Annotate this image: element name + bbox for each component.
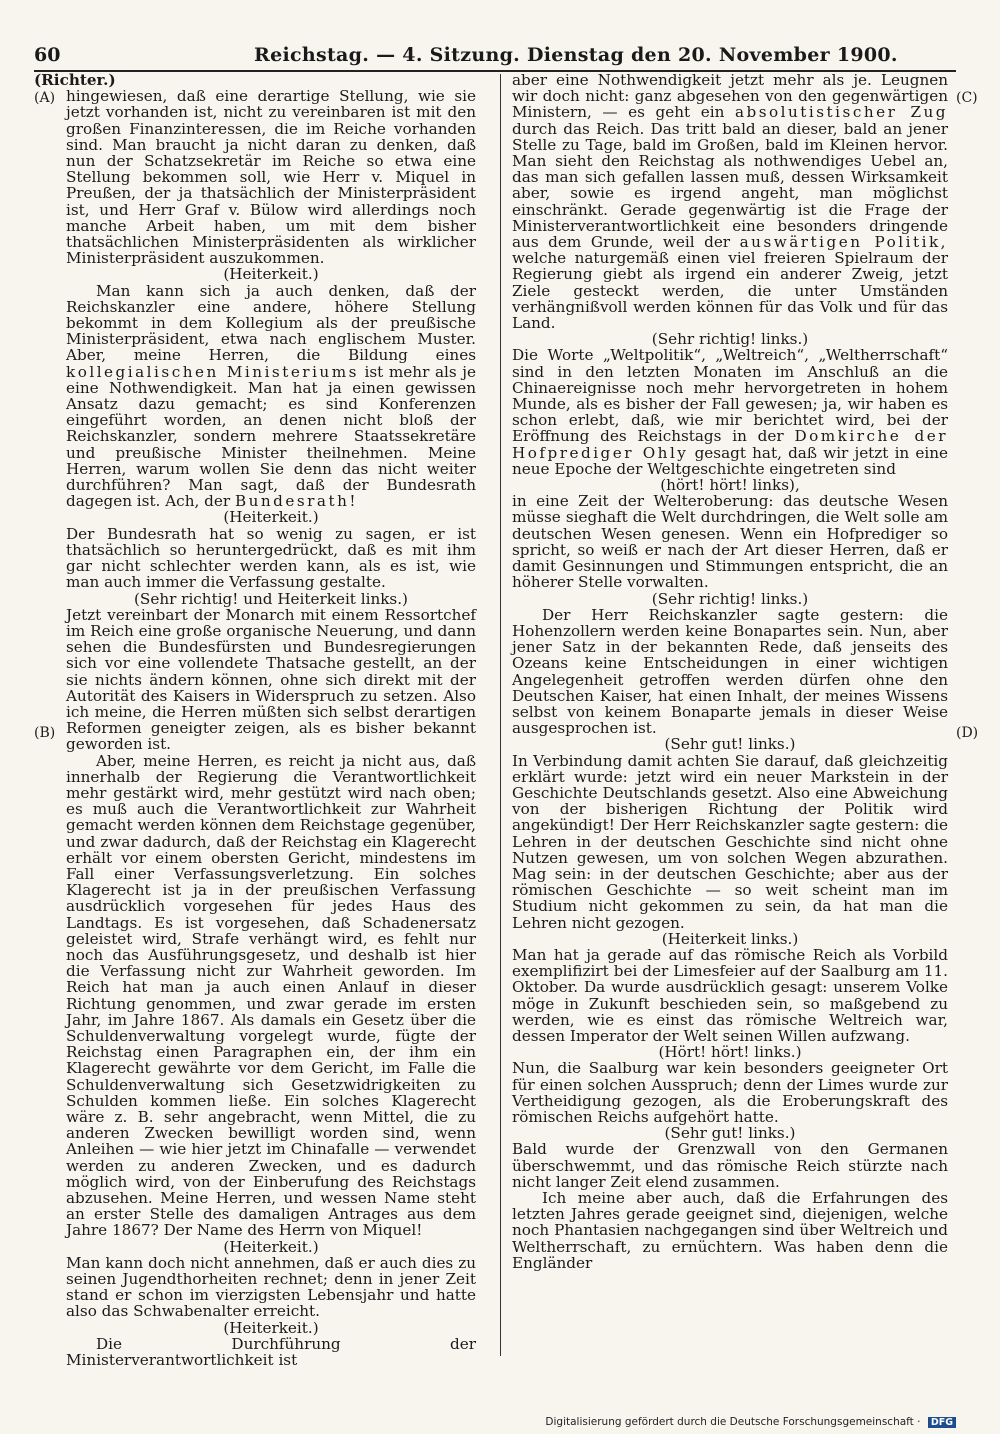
text-run: welche naturgemäß einen viel freieren Spielraum der Regierung giebt als irgend ein anderer Zweig, jetzt Ziele gesteckt werden, die unter Umständen verhängnißvoll werden können für das Volk und für das Land. [512,249,948,333]
interjection: (Heiterkeit.) [223,1237,319,1256]
text-run: gesagt hat, daß wir jetzt in eine neue Epoche der Weltgeschichte eingetreten sind [512,443,949,478]
credit-text: Digitalisierung gefördert durch die Deutsche Forschungsgemeinschaft · [545,1416,921,1428]
emphasis-text: auswärtigen Politik, [739,233,948,252]
interjection: (Sehr richtig! links.) [651,330,809,349]
interjection: (Heiterkeit links.) [661,929,799,948]
interjection: (Sehr richtig! links.) [651,589,809,608]
margin-mark-c: (C) [956,90,978,106]
right-column [512,72,948,1271]
paragraph [512,72,948,331]
column-divider [500,74,501,1356]
paragraph [512,347,948,477]
left-column [34,71,476,1370]
interjection: (Sehr gut! links.) [664,1124,796,1143]
margin-mark-a: (A) [34,90,56,106]
paragraph: Nun, die Saalburg war kein besonders geeigneter Ort für einen solchen Ausspruch; denn der Limes wurde zur Vertheidigung gezogen, als die Eroberungskraft des römischen Reichs aufgehört hatte. [512,1059,948,1126]
interjection: (Sehr gut! links.) [664,735,796,754]
emphasis-text: Bundesrath! [234,492,358,511]
paragraph: Aber, meine Herren, es reicht ja nicht aus, daß innerhalb der Regierung die Verantwortlichkeit mehr gestärkt wird, mehr gestützt wird nach oben; es muß auch die Verantwortlichkeit zur Wahrheit gemacht werden können dem Reichstage gegenüber, und zwar dadurch, daß der Reichstag ein Klagerecht erhält vor einem obersten Gericht, mindestens im Fall einer Verfassungsverletzung. Ein solches Klagerecht ist ja in der preußischen Verfassung ausdrücklich vorgesehen für jedes Haus des Landtags. Es ist vorgesehen, daß Schadenersatz geleistet wird, Strafe verhängt wird, es fehlt nur noch das Ausführungsgesetz, und deshalb ist hier die Verfassung nicht zur Wahrheit geworden. Im Reich hat man ja auch einen Anlauf in dieser Richtung genommen, und zwar gerade im ersten Jahr, im Jahre 1867. Als damals ein Gesetz über die Schuldenverwaltung vorgelegt wurde, fügte der Reichstag einen Paragraphen ein, der ihm ein Klagerecht gewährte vor dem Gericht, im Falle die Schuldenverwaltung sich Gesetzwidrigkeiten zu Schulden kommen ließe. Ein solches Klagerecht wäre z. B. sehr angebracht, wenn Mittel, die zu anderen Zwecken bewilligt worden sind, wenn Anleihen — wie hier jetzt im Chinafalle — verwendet werden zu anderen Zwecken, und es dadurch möglich wird, von der Einberufung des Reichstags abzusehen. Meine Herren, und wessen Name steht an erster Stelle des damaligen Antrages aus dem Jahre 1867? Der Name des Herrn von Miquel! [66,751,476,1240]
paragraph: Die Durchführung der Ministerverantwortlichkeit ist [66,1334,476,1370]
interjection: (Sehr richtig! und Heiterkeit links.) [134,589,408,608]
paragraph: Ich meine aber auch, daß die Erfahrungen des letzten Jahres gerade geeignet sind, diejenigen, welche noch Phantasien nachgegangen sind über Weltreich und Weltherrschaft, zu ernüchtern. Was haben denn die Engländer [512,1189,948,1272]
interjection: (Heiterkeit.) [223,508,319,527]
interjection: (hört! hört! links), [660,476,800,495]
paragraph: Man hat ja gerade auf das römische Reich als Vorbild exemplifizirt bei der Limesfeier auf der Saalburg am 11. Oktober. Da wurde ausdrücklich gesagt: unserem Volke möge in Zukunft beschieden sein, so maßgebend zu werden, wie es einst das römische Weltreich war, dessen Imperator der Welt seinen Willen aufzwang. [512,945,948,1045]
footer-credit [545,1416,956,1428]
speaker-label: (Richter.) [34,71,116,89]
interjection: (Hört! hört! links.) [658,1043,802,1062]
paragraph: Bald wurde der Grenzwall von den Germanen überschwemmt, und das römische Reich stürzte nach nicht langer Zeit elend zusammen. [512,1140,948,1191]
page-header [34,40,956,70]
paragraph: Jetzt vereinbart der Monarch mit einem Ressortchef im Reich eine große organische Neuerung, und dann sehen die Bundesfürsten und Bundesregierungen sich vor eine vollendete Thatsache gestellt, an der sie nichts ändern können, ohne sich direkt mit der Autorität des Kaisers in Widerspruch zu setzen. Also ich meine, die Herren müßten sich selbst derartigen Reformen geneigter zeigen, als es bisher bekannt geworden ist. [66,605,476,754]
paragraph: Der Bundesrath hat so wenig zu sagen, er ist thatsächlich so heruntergedrückt, daß es mit ihm gar nicht schlechter werden kann, als es ist, wie man auch immer die Verfassung gestalte. [66,524,476,592]
paragraph: Der Herr Reichskanzler sagte gestern: die Hohenzollern werden keine Bonapartes sein. Nun, aber jener Satz in der bekannten Rede, daß jenseits des Ozeans keine Entscheidungen in einer wichtigen Angelegenheit getroffen werden dürfen ohne den Deutschen Kaiser, hat einen Inhalt, der meines Wissens selbst von keinem Bonaparte jemals in dieser Weise ausgesprochen ist. [512,605,948,738]
text-run: aber eine Nothwendigkeit jetzt mehr als je. Leugnen wir doch nicht: ganz abgesehen von den gegenwärtigen Ministern, — es geht ein [512,71,948,122]
page-number: 60 [34,44,61,66]
emphasis-text: Domkirche der Hofprediger Ohly [512,427,949,462]
text-run: Die Worte „Weltpolitik“, „Weltreich“, „Weltherrschaft“ sind in den letzten Monaten im Anschluß an die Chinaereignisse noch mehr hervorgetreten in hohem Munde, als es bisher der Fall gewesen; ja, wir haben es schon erlebt, daß, wie mir berichtet wird, bei der Eröffnung des Reichstags in der [512,346,948,446]
text-run: durch das Reich. Das tritt bald an dieser, bald an jener Stelle zu Tage, bald im Großen, bald im Kleinen hervor. Man sieht den Reichstag als nothwendiges Uebel an, das man sich gefallen lassen muß, dessen Wirksamkeit aber, sowie es irgend angeht, man möglichst einschränkt. Gerade gegenwärtig ist die Frage der Ministerverantwortlichkeit eine besonders dringende aus dem Grunde, weil der [512,119,948,252]
margin-mark-d: (D) [956,725,979,741]
paragraph: hingewiesen, daß eine derartige Stellung, wie sie jetzt vorhanden ist, nicht zu vereinbaren ist mit den großen Finanzinteressen, die im Reiche vorhanden sind. Man braucht ja nicht daran zu denken, daß nun der Schatzsekretär im Reiche so etwa eine Stellung bekommen soll, wie Herr v. Miquel in Preußen, der ja thatsächlich der Ministerpräsident ist, und Herr Graf v. Bülow wird allerdings noch manche Arbeit haben, um mit dem bisher thatsächlichen Ministerpräsidenten als wirklicher Ministerpräsident auszukommen. [66,87,476,268]
dfg-logo: DFG [928,1417,956,1428]
paragraph: Man kann doch nicht annehmen, daß er auch dies zu seinen Jugendthorheiten rechnet; denn in jener Zeit stand er schon im vierzigsten Lebensjahr und hatte also das Schwabenalter erreicht. [66,1253,476,1321]
margin-mark-b: (B) [34,725,56,741]
paragraph: in eine Zeit der Welteroberung: das deutsche Wesen müsse sieghaft die Welt durchdringen, die Welt solle am deutschen Wesen genesen. Wenn ein Hofprediger so spricht, so weiß er nach der Art dieser Herren, daß er damit Gesinnungen und Stimmungen entspricht, die an höherer Stelle vorwalten. [512,492,948,592]
interjection: (Heiterkeit.) [223,265,319,284]
paragraph: In Verbindung damit achten Sie darauf, daß gleichzeitig erklärt wurde: jetzt wird ein neuer Markstein in der Geschichte Deutschlands gesetzt. Also eine Abweichung von der bisherigen Richtung der Politik wird angekündigt! Der Herr Reichskanzler sagte gestern: die Lehren in der deutschen Geschichte sind nicht ohne Nutzen gewesen, um von solchen Wegen abzurathen. Mag sein: in der deutschen Geschichte; aber aus der römischen Geschichte — so weit scheint man im Studium nicht gekommen zu sein, da hat man die Lehren nicht gezogen. [512,751,948,932]
paragraph [66,283,476,510]
text-run: ist mehr als je eine Nothwendigkeit. Man hat ja einen gewissen Ansatz dazu gemacht; es sind Konferenzen eingeführt worden, an denen nicht bloß der Reichskanzler, sondern mehrere Staatssekretäre und preußische Minister theilnehmen. Meine Herren, warum wollen Sie denn das nicht weiter durchführen? Man sagt, daß der Bundesrath dagegen ist. Ach, der [66,362,476,511]
emphasis-text: kollegialischen Ministeriums [66,362,359,381]
text-run: Man kann sich ja auch denken, daß der Reichskanzler eine andere, höhere Stellung bekommt in dem Kollegium als der preußische Ministerpräsident, etwa nach englischem Muster. Aber, meine Herren, die Bildung eines [66,281,476,365]
emphasis-text: absolutistischer Zug [734,103,948,122]
running-title: Reichstag. — 4. Sitzung. Dienstag den 20. November 1900. [254,44,898,66]
interjection: (Heiterkeit.) [223,1318,319,1337]
